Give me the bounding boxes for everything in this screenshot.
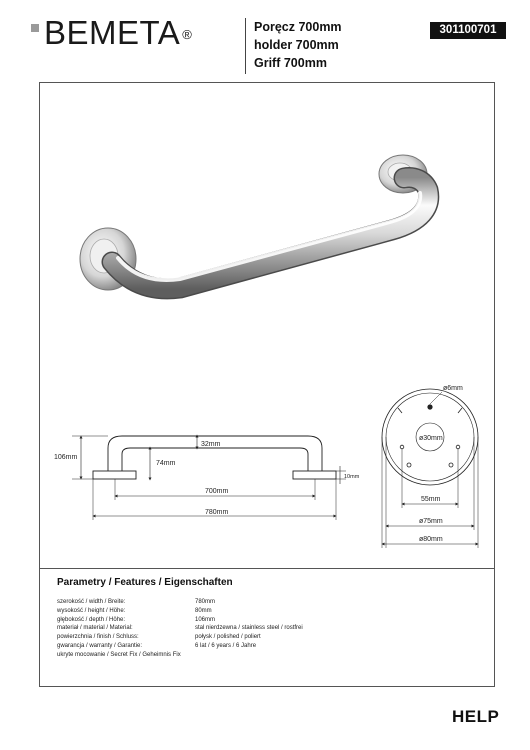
- param-label: szerokość / width / Breite:: [57, 599, 126, 605]
- dim-plate-dia-outer: ø80mm: [419, 536, 443, 543]
- dim-hole-spacing: 55mm: [421, 496, 441, 503]
- dim-tube-offset: 32mm: [201, 441, 221, 448]
- side-view-drawing: [72, 436, 346, 520]
- param-label: głębokość / depth / Höhe:: [57, 616, 126, 623]
- param-label: wysokość / height / Höhe:: [57, 607, 126, 614]
- param-row-secret-fix: [57, 651, 303, 660]
- side-view-labels: [54, 441, 360, 516]
- dim-span-total: 780mm: [205, 509, 229, 516]
- dim-base-height: 10mm: [344, 474, 360, 480]
- param-label: powierzchnia / finish / Schluss:: [57, 634, 139, 641]
- param-value: 6 lat / 6 years / 6 Jahre: [195, 642, 257, 649]
- param-value: 780mm: [195, 599, 216, 605]
- product-title-pl: Poręcz 700mm: [254, 20, 342, 34]
- registered-mark: ®: [182, 27, 193, 42]
- help-label: HELP: [452, 707, 500, 726]
- param-value: połysk / polished / poliert: [195, 634, 261, 641]
- param-row-height: [57, 607, 303, 616]
- dim-screw-dia: ø6mm: [443, 385, 463, 392]
- param-value: stal nierdzewna / stainless steel / rostfrei: [195, 625, 303, 632]
- param-row-width: [57, 598, 303, 607]
- dim-plate-dia-inner: ø75mm: [419, 518, 443, 525]
- dim-center-hole: ø30mm: [419, 435, 443, 442]
- param-label: gwarancja / warranty / Garantie:: [57, 642, 143, 649]
- product-photo: [80, 155, 429, 290]
- param-row-finish: [57, 633, 303, 642]
- dim-height-inner: 74mm: [156, 460, 176, 467]
- brand-name: BEMETA: [44, 14, 181, 51]
- param-value: 106mm: [195, 616, 216, 623]
- product-title-de: Griff 700mm: [254, 56, 327, 70]
- product-sku-badge: 301100701: [430, 22, 506, 39]
- param-value: 80mm: [195, 607, 212, 614]
- param-row-material: [57, 624, 303, 633]
- plate-view-labels: [419, 385, 463, 543]
- dim-span-inner: 700mm: [205, 488, 229, 495]
- param-label: ukryte mocowanie / Secret Fix / Geheimnis Fix: [57, 651, 181, 658]
- product-title-en: holder 700mm: [254, 38, 339, 52]
- params-table: [57, 598, 303, 660]
- dim-height-total: 106mm: [54, 454, 78, 461]
- param-label: materiał / material / Material:: [57, 625, 133, 632]
- section-divider: [39, 568, 495, 569]
- params-heading: Parametry / Features / Eigenschaften: [57, 577, 233, 588]
- param-row-depth: [57, 616, 303, 625]
- param-row-warranty: [57, 642, 303, 651]
